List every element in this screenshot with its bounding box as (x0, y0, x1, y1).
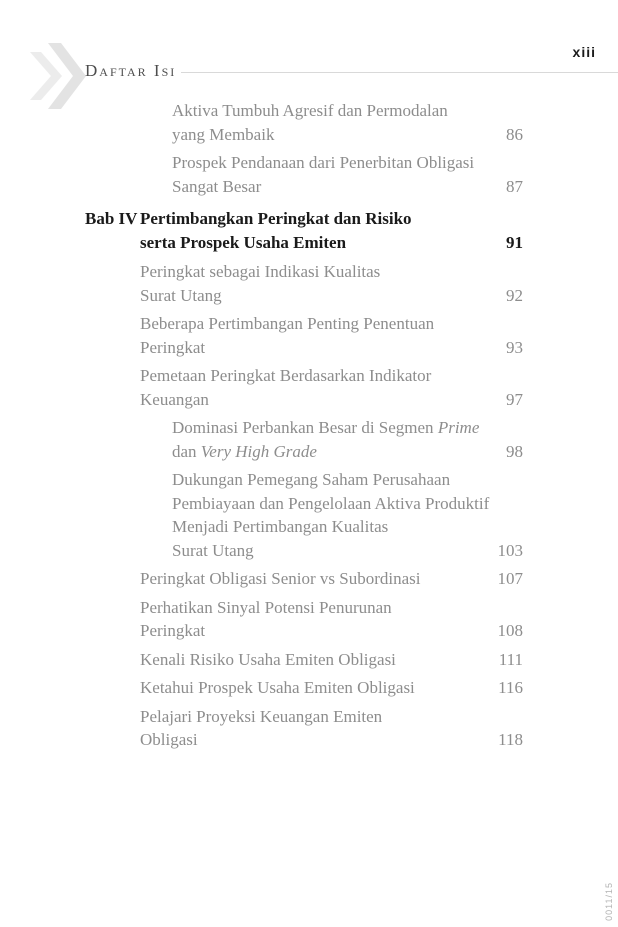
toc-entry (85, 364, 523, 411)
toc-line (140, 619, 523, 643)
toc-line-text: Sangat Besar (172, 176, 262, 196)
chapter-label: Bab IV (85, 209, 138, 228)
toc-line (140, 364, 523, 388)
toc-line (140, 567, 523, 591)
header-title: Daftar Isi (85, 61, 177, 80)
toc-line (172, 175, 523, 199)
toc-line (140, 260, 523, 284)
toc-line (140, 596, 523, 620)
toc-line-text: Beberapa Pertimbangan Penting Penentuan (140, 314, 435, 333)
toc-line (172, 440, 523, 464)
toc-line-text: Peringkat sebagai Indikasi Kualitas (140, 262, 381, 281)
toc-entry (85, 596, 523, 643)
toc-line-text: Pemetaan Peringkat Berdasarkan Indikator (140, 366, 432, 385)
toc-line-text: Ketahui Prospek Usaha Emiten Obligasi (140, 678, 415, 697)
toc-line (140, 284, 523, 308)
toc-line (140, 207, 523, 231)
toc-line-text: Obligasi (140, 730, 198, 749)
toc-page-number: 91 (506, 232, 523, 252)
toc-line-text: Dukungan Pemegang Saham Perusahaan (172, 470, 451, 489)
toc-entry (85, 567, 523, 591)
toc-line-text: Keuangan (140, 389, 209, 409)
toc-list (85, 99, 523, 757)
toc-line-text: Pembiayaan dan Pengelolaan Aktiva Produktif (172, 493, 490, 513)
toc-entry (85, 260, 523, 307)
toc-entry (85, 416, 523, 463)
toc-line (140, 728, 523, 752)
toc-entry (85, 151, 523, 198)
toc-line-text: Peringkat (140, 621, 206, 640)
toc-line (172, 151, 523, 175)
toc-line (140, 336, 523, 360)
toc-line-text: Kenali Risiko Usaha Emiten Obligasi (140, 649, 396, 669)
toc-line (140, 648, 523, 672)
toc-line (172, 492, 523, 516)
toc-line-text: Pertimbangkan Peringkat dan Risiko (140, 209, 412, 228)
toc-line-text: Pelajari Proyeksi Keuangan Emiten (140, 706, 383, 726)
toc-line (140, 312, 523, 336)
toc-page-number: 108 (497, 621, 523, 640)
toc-page-number: 103 (497, 540, 523, 560)
toc-line-text: Surat Utang (140, 285, 222, 305)
print-code: 0011/15 (604, 882, 614, 921)
double-chevron-right-icon (28, 42, 88, 114)
toc-page-number: 92 (506, 285, 523, 305)
toc-line-text: Aktiva Tumbuh Agresif dan Permodalan (172, 101, 448, 120)
toc-chapter-entry (85, 207, 523, 254)
toc-entry (85, 676, 523, 700)
toc-page-number: 118 (498, 730, 523, 749)
header-rule (181, 72, 618, 73)
toc-entry (85, 312, 523, 359)
toc-line-text: Dominasi Perbankan Besar di Segmen Prime (172, 418, 480, 437)
toc-line-text: Perhatikan Sinyal Potensi Penurunan (140, 597, 392, 617)
toc-line (172, 539, 523, 563)
toc-entry (85, 648, 523, 672)
toc-page-number: 107 (497, 569, 523, 588)
toc-entry (85, 468, 523, 562)
toc-line-text: Menjadi Pertimbangan Kualitas (172, 517, 389, 536)
toc-line-text: yang Membaik (172, 124, 275, 144)
toc-line (140, 676, 523, 700)
page-folio: xiii (572, 44, 596, 60)
toc-page-number: 97 (506, 389, 523, 409)
toc-entry (85, 705, 523, 752)
toc-line-text: Peringkat Obligasi Senior vs Subordinasi (140, 569, 421, 588)
toc-page-number: 116 (498, 678, 523, 697)
toc-line-text: Surat Utang (172, 540, 254, 560)
toc-page-number: 87 (506, 176, 523, 196)
toc-line (140, 705, 523, 729)
toc-line-text: serta Prospek Usaha Emiten (140, 232, 347, 252)
toc-page-number: 111 (498, 649, 523, 669)
toc-line (140, 388, 523, 412)
page-header (85, 61, 618, 81)
toc-line (172, 515, 523, 539)
toc-page-number: 98 (506, 441, 523, 461)
toc-page-number: 86 (506, 124, 523, 144)
toc-line (172, 468, 523, 492)
toc-line (172, 416, 523, 440)
toc-line-text: Peringkat (140, 337, 206, 357)
toc-page-number: 93 (506, 337, 523, 357)
toc-line (172, 99, 523, 123)
toc-entry (85, 99, 523, 146)
toc-line (140, 231, 523, 255)
toc-line-text: dan Very High Grade (172, 441, 317, 461)
toc-line-text: Prospek Pendanaan dari Penerbitan Obligasi (172, 153, 475, 172)
toc-line (172, 123, 523, 147)
